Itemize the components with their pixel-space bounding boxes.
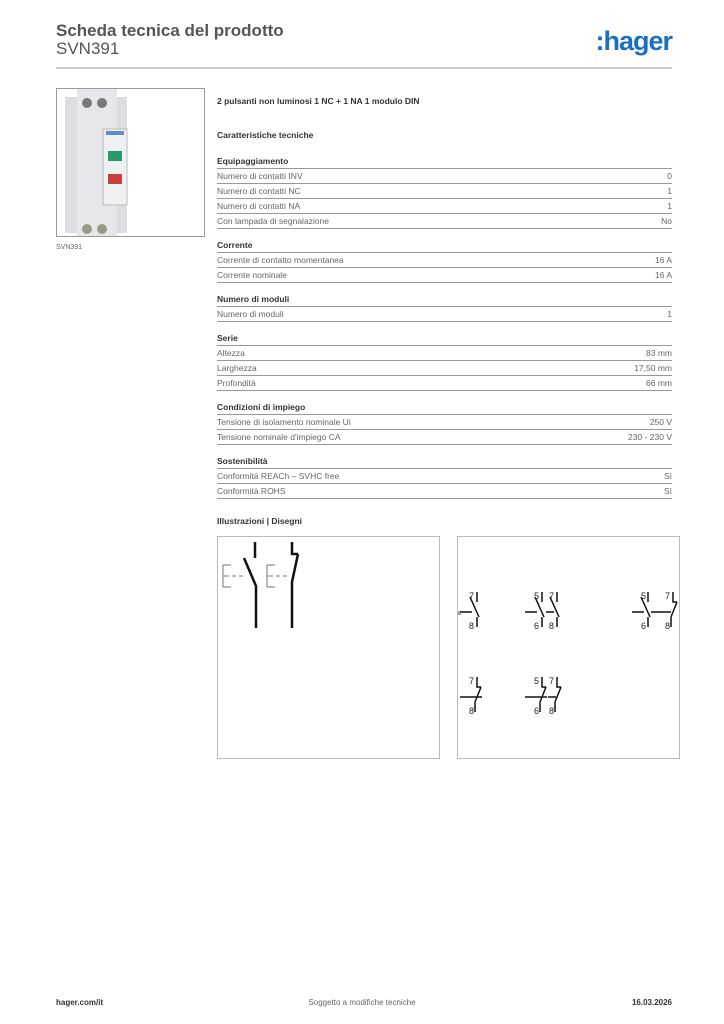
spec-row bbox=[217, 169, 672, 184]
spec-row bbox=[217, 361, 672, 376]
terminal-8: 8 bbox=[549, 706, 555, 716]
spec-value: 0 bbox=[667, 171, 672, 181]
terminal-7: 7 bbox=[549, 676, 555, 686]
spec-row bbox=[217, 430, 672, 445]
spec-label: Altezza bbox=[217, 348, 245, 358]
terminal-7: 7 bbox=[469, 591, 475, 601]
pushbutton-symbol bbox=[218, 537, 439, 758]
spec-label: Numero di contatti NA bbox=[217, 201, 301, 211]
header-divider bbox=[56, 67, 672, 69]
terminal-5: 5 bbox=[534, 591, 540, 601]
spec-row bbox=[217, 469, 672, 484]
spec-row bbox=[217, 484, 672, 499]
spec-value: No bbox=[661, 216, 672, 226]
image-caption: SVN391 bbox=[56, 244, 83, 251]
spec-label: Tensione di isolamento nominale Ui bbox=[217, 417, 351, 427]
spec-value: 1 bbox=[667, 201, 672, 211]
spec-value: Sì bbox=[663, 471, 672, 481]
spec-row bbox=[217, 307, 672, 322]
wiring-diagrams bbox=[458, 537, 679, 758]
spec-value: 1 bbox=[667, 309, 672, 319]
spec-row bbox=[217, 214, 672, 229]
product-image bbox=[56, 88, 205, 237]
section-title: Equipaggiamento bbox=[217, 154, 672, 169]
illustrations-title: Illustrazioni | Disegni bbox=[217, 516, 303, 526]
spec-label: Con lampada di segnalazione bbox=[217, 216, 329, 226]
spec-label: Numero di moduli bbox=[217, 309, 284, 319]
spec-value: 230 - 230 V bbox=[628, 432, 672, 442]
spec-row bbox=[217, 199, 672, 214]
terminal-8: 8 bbox=[469, 706, 475, 716]
spec-value: 1 bbox=[667, 186, 672, 196]
spec-value: 250 V bbox=[649, 417, 672, 427]
spec-row bbox=[217, 415, 672, 430]
terminal-8: 8 bbox=[665, 621, 671, 631]
wiring-symbol-box bbox=[217, 536, 440, 759]
spec-value: 16 A bbox=[654, 255, 672, 265]
terminal-7: 7 bbox=[665, 591, 671, 601]
wiring-diagrams-box bbox=[457, 536, 680, 759]
characteristics-title: Caratteristiche tecniche bbox=[217, 130, 314, 140]
section-title: Numero di moduli bbox=[217, 292, 672, 307]
terminal-5: 5 bbox=[641, 591, 647, 601]
footer-notice: Soggetto a modifiche tecniche bbox=[308, 998, 416, 1007]
spec-label: Corrente di contatto momentanea bbox=[217, 255, 344, 265]
spec-value: 16 A bbox=[654, 270, 672, 280]
spec-label: Conformità ROHS bbox=[217, 486, 286, 496]
spec-row bbox=[217, 253, 672, 268]
spec-row bbox=[217, 376, 672, 391]
section-title: Sostenibilità bbox=[217, 454, 672, 469]
spec-section bbox=[217, 154, 672, 229]
section-title: Serie bbox=[217, 331, 672, 346]
spec-value: 83 mm bbox=[646, 348, 672, 358]
terminal-6: 6 bbox=[641, 621, 647, 631]
spec-label: Corrente nominale bbox=[217, 270, 287, 280]
spec-label: Profondità bbox=[217, 378, 256, 388]
specs-panel bbox=[217, 96, 672, 499]
spec-section bbox=[217, 331, 672, 391]
spec-value: 17,50 mm bbox=[634, 363, 672, 373]
hager-logo: :hager bbox=[595, 26, 672, 56]
spec-section bbox=[217, 292, 672, 322]
terminal-8: 8 bbox=[469, 621, 475, 631]
footer-website[interactable]: hager.com/it bbox=[56, 998, 104, 1007]
section-title: Corrente bbox=[217, 238, 672, 253]
footer-date: 16.03.2026 bbox=[631, 998, 672, 1007]
terminal-7: 7 bbox=[469, 676, 475, 686]
terminal-8: 8 bbox=[549, 621, 555, 631]
spec-label: Tensione nominale d'impiego CA bbox=[217, 432, 341, 442]
spec-value: Sì bbox=[663, 486, 672, 496]
terminal-7: 7 bbox=[549, 591, 555, 601]
spec-label: Conformità REACh – SVHC free bbox=[217, 471, 340, 481]
spec-section bbox=[217, 238, 672, 283]
product-description: 2 pulsanti non luminosi 1 NC + 1 NA 1 modulo DIN bbox=[217, 96, 420, 106]
spec-label: Numero di contatti INV bbox=[217, 171, 303, 181]
spec-row bbox=[217, 346, 672, 361]
spec-row bbox=[217, 268, 672, 283]
spec-label: Larghezza bbox=[217, 363, 257, 373]
section-title: Condizioni di impiego bbox=[217, 400, 672, 415]
terminal-6: 6 bbox=[534, 621, 540, 631]
page-title: Scheda tecnica del prodotto bbox=[56, 21, 284, 40]
spec-section bbox=[217, 454, 672, 499]
spec-row bbox=[217, 184, 672, 199]
actuator-label: E bbox=[458, 611, 462, 617]
spec-label: Numero di contatti NC bbox=[217, 186, 301, 196]
spec-section bbox=[217, 400, 672, 445]
product-code: SVN391 bbox=[56, 39, 120, 58]
spec-value: 66 mm bbox=[646, 378, 672, 388]
terminal-5: 5 bbox=[534, 676, 540, 686]
terminal-6: 6 bbox=[534, 706, 540, 716]
